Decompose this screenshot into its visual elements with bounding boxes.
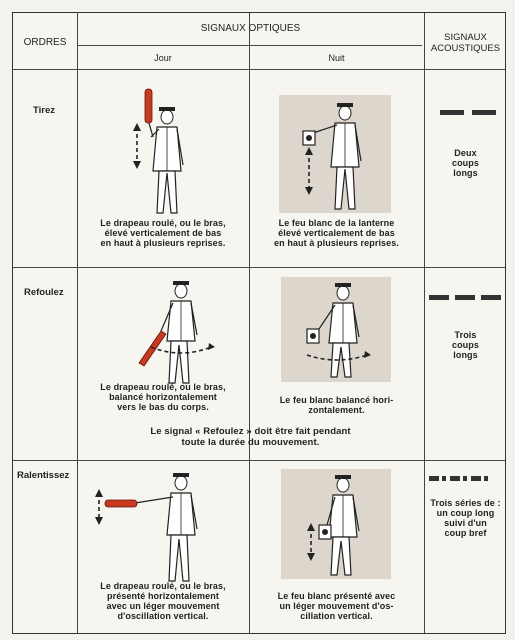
header-divider	[13, 69, 505, 70]
sound-line: Trois séries de :	[430, 498, 501, 508]
day-figure-refoulez	[125, 277, 215, 387]
desc-refoulez-nuit	[253, 395, 420, 415]
note-line: toute la durée du mouvement.	[181, 437, 320, 448]
row-divider-2	[13, 460, 505, 461]
sound-pattern-refoulez	[427, 294, 505, 302]
desc-line: cillation vertical.	[300, 611, 373, 621]
sound-line: Deux	[454, 148, 477, 158]
desc-line: Le drapeau roulé, ou le bras,	[100, 382, 226, 392]
sound-desc-ralentissez	[424, 498, 507, 538]
desc-line: Le drapeau roulé, ou le bras,	[100, 581, 226, 591]
sound-line: Trois	[454, 330, 477, 340]
desc-tirez-nuit	[253, 218, 420, 248]
sound-pattern-ralentissez	[427, 475, 505, 483]
sound-line: longs	[453, 350, 478, 360]
refoulez-note	[77, 426, 424, 448]
header-acoustiques-2: ACOUSTIQUES	[430, 43, 501, 54]
desc-ralentissez-nuit	[253, 591, 420, 621]
header-ordres: ORDRES	[23, 37, 67, 48]
night-figure-tirez	[283, 97, 383, 212]
header-acoustiques-1: SIGNAUX	[444, 32, 487, 43]
header-signaux-optiques: SIGNAUX OPTIQUES	[200, 23, 301, 34]
desc-refoulez-jour	[81, 382, 245, 412]
sound-line: suivi d'un	[444, 518, 487, 528]
row-divider-1	[13, 267, 505, 268]
desc-line: balancé horizontalement	[109, 392, 217, 402]
sound-line: un coup long	[436, 508, 495, 518]
sound-line: coups	[451, 158, 479, 168]
desc-line: en haut à plusieurs reprises.	[274, 238, 399, 248]
desc-line: vers le bas du corps.	[117, 402, 209, 412]
desc-line: zontalement.	[308, 405, 365, 415]
note-line: Le signal « Refoulez » doit être fait pendant	[150, 426, 351, 437]
sound-line: longs	[453, 168, 478, 178]
jour-nuit-divider	[249, 45, 250, 633]
desc-line: Le feu blanc présenté avec	[277, 591, 396, 601]
sound-pattern-tirez	[438, 109, 498, 117]
day-figure-tirez	[133, 87, 203, 217]
sound-desc-refoulez	[424, 330, 507, 360]
desc-line: Le feu blanc de la lanterne	[278, 218, 395, 228]
desc-line: en haut à plusieurs reprises.	[100, 238, 226, 248]
night-figure-refoulez	[285, 279, 385, 379]
night-figure-ralentissez	[285, 471, 385, 577]
row-label-refoulez: Refoulez	[24, 287, 64, 298]
desc-line: élevé verticalement de bas	[278, 228, 395, 238]
desc-ralentissez-jour	[81, 581, 245, 621]
day-figure-ralentissez	[95, 469, 215, 585]
desc-tirez-jour	[81, 218, 245, 248]
sound-line: coups	[451, 340, 479, 350]
sound-line: coup bref	[444, 528, 487, 538]
sound-desc-tirez	[424, 148, 507, 178]
desc-line: présenté horizontalement	[107, 591, 219, 601]
header-jour: Jour	[154, 53, 172, 63]
desc-line: Le feu blanc balancé hori-	[279, 395, 394, 405]
row-label-ralentissez: Ralentissez	[17, 470, 70, 481]
col-divider-1	[77, 13, 78, 633]
col-divider-3	[424, 13, 425, 633]
desc-line: avec un léger mouvement	[106, 601, 220, 611]
row-label-tirez: Tirez	[33, 105, 56, 116]
desc-line: un léger mouvement d'os-	[279, 601, 394, 611]
desc-line: Le drapeau roulé, ou le bras,	[100, 218, 226, 228]
header-nuit: Nuit	[328, 53, 345, 63]
desc-line: élevé verticalement de bas	[104, 228, 222, 238]
desc-line: d'oscillation vertical.	[117, 611, 209, 621]
signals-table	[12, 12, 506, 634]
